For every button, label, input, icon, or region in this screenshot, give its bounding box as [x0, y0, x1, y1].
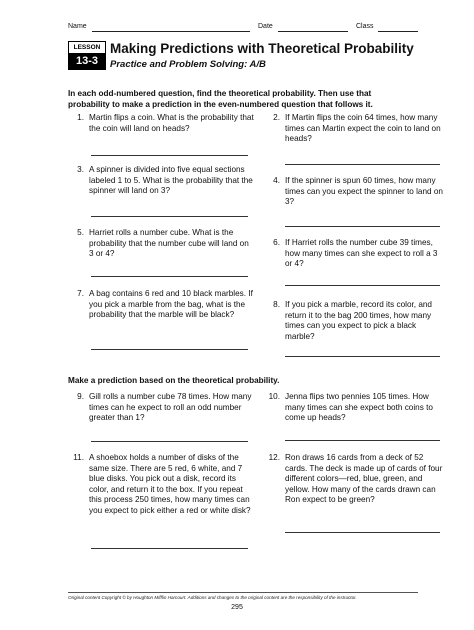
answer-line-10[interactable] [285, 440, 440, 441]
question-number: 1. [77, 113, 84, 122]
lesson-badge [68, 41, 106, 70]
instructions-odd-even: In each odd-numbered question, find the theoretical probability. Then use that probability to make a prediction in the even-numbered question that follows it. [68, 89, 373, 109]
question-text: Jenna flips two pennies 105 times. How many times can she expect both coins to come up heads? [285, 392, 433, 423]
question-text: Martin flips a coin. What is the probability that the coin will land on heads? [89, 113, 254, 133]
answer-line-6[interactable] [285, 285, 440, 286]
question-number: 7. [77, 289, 84, 298]
question-number: 3. [77, 165, 84, 174]
page-title: Making Predictions with Theoretical Probability [110, 41, 414, 56]
question-number: 12. [268, 453, 280, 462]
question-number: 5. [77, 228, 84, 237]
question-number: 2. [273, 113, 280, 122]
question-text: If Harriet rolls the number cube 39 times, how many times can she expect to roll a 3 or 4? [285, 238, 438, 269]
page-number: 295 [231, 604, 243, 611]
question-text: If you pick a marble, record its color, and return it to the bag 200 times, how many times can you expect to pick a black marble? [285, 300, 432, 341]
answer-line-1[interactable] [91, 155, 248, 156]
footer-divider [68, 592, 418, 593]
answer-line-8[interactable] [285, 356, 440, 357]
question-text: If the spinner is spun 60 times, how many times can you expect the spinner to land on 3? [285, 176, 443, 207]
question-number: 4. [273, 176, 280, 185]
question-text: A shoebox holds a number of disks of the same size. There are 5 red, 6 white, and 7 blue disks. You pick out a disk, record its color, and return it to the box. If you repeat this process 250 times, how many times can you expect to pick either a red or white disk? [89, 453, 251, 515]
page-subtitle: Practice and Problem Solving: A/B [110, 59, 266, 70]
class-field[interactable] [378, 31, 418, 32]
question-text: Harriet rolls a number cube. What is the probability that the number cube will land on 3 or 4? [89, 228, 249, 259]
question-text: Ron draws 16 cards from a deck of 52 cards. The deck is made up of cards of four different colors—red, blue, green, and yellow. How many of the cards drawn can Ron expect to be green? [285, 453, 443, 505]
class-label: Class [356, 23, 374, 30]
lesson-number: 13-3 [69, 53, 105, 69]
question-text: A spinner is divided into five equal sections labeled 1 to 5. What is the probability that the spinner will land on 3? [89, 165, 253, 196]
copyright-footer: Original content Copyright © by Houghton Mifflin Harcourt. Additions and changes to the original content are the responsibility of the instructor. [68, 595, 357, 600]
lesson-label: LESSON [69, 42, 105, 53]
question-number: 11. [73, 453, 84, 462]
answer-line-3[interactable] [91, 216, 248, 217]
question-text: A bag contains 6 red and 10 black marbles. If you pick a marble from the bag, what is the probability that the marble will be black? [89, 289, 253, 320]
answer-line-11[interactable] [91, 548, 248, 549]
question-number: 8. [273, 300, 280, 309]
name-field[interactable] [92, 31, 250, 32]
answer-line-2[interactable] [285, 164, 440, 165]
answer-line-5[interactable] [91, 276, 248, 277]
date-label: Date [258, 23, 273, 30]
question-number: 6. [273, 238, 280, 247]
question-text: Gill rolls a number cube 78 times. How many times can he expect to roll an odd number greater than 1? [89, 392, 252, 423]
question-number: 10. [268, 392, 280, 401]
name-label: Name [68, 23, 87, 30]
date-field[interactable] [278, 31, 348, 32]
answer-line-9[interactable] [91, 441, 248, 442]
answer-line-12[interactable] [285, 532, 440, 533]
answer-line-7[interactable] [91, 349, 248, 350]
instructions-prediction: Make a prediction based on the theoretical probability. [68, 376, 280, 385]
question-text: If Martin flips the coin 64 times, how many times can Martin expect the coin to land on heads? [285, 113, 441, 144]
answer-line-4[interactable] [285, 226, 440, 227]
question-number: 9. [77, 392, 84, 401]
